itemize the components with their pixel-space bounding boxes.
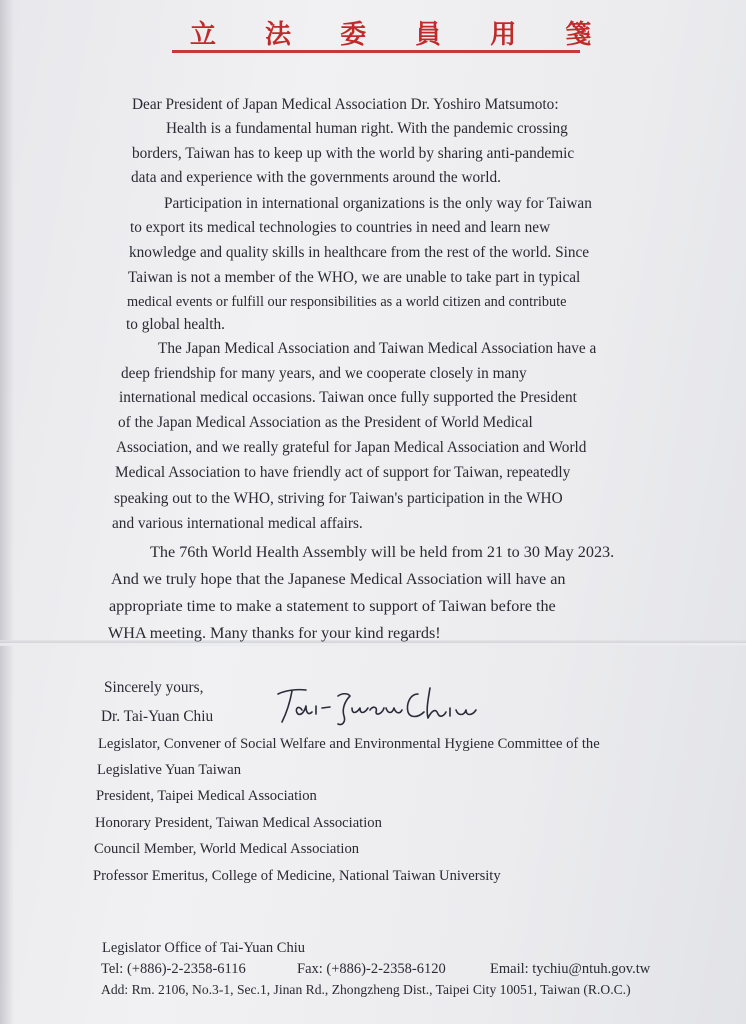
title-line-4: Honorary President, Taiwan Medical Association [95, 815, 382, 831]
paragraph-4-line-3: appropriate time to make a statement to support of Taiwan before the [109, 597, 556, 615]
letterhead-rule [172, 50, 580, 53]
paragraph-2-line-4: Taiwan is not a member of the WHO, we are unable to take part in typical [128, 269, 581, 286]
paragraph-3-line-8: and various international medical affairs. [112, 515, 363, 532]
title-line-2: Legislative Yuan Taiwan [97, 762, 242, 778]
footer-tel: Tel: (+886)-2-2358-6116 [101, 961, 246, 977]
handwritten-signature [272, 680, 487, 730]
paragraph-2-line-2: to export its medical technologies to countries in need and learn new [130, 219, 551, 236]
title-line-3: President, Taipei Medical Association [96, 788, 317, 804]
title-line-6: Professor Emeritus, College of Medicine, National Taiwan University [93, 868, 501, 884]
paragraph-3-line-3: international medical occasions. Taiwan once fully supported the President [119, 389, 577, 406]
footer-fax: Fax: (+886)-2-2358-6120 [297, 961, 446, 977]
title-line-5: Council Member, World Medical Association [94, 841, 360, 857]
paragraph-1-line-3: data and experience with the governments around the world. [131, 169, 501, 186]
paragraph-3-line-6: Medical Association to have friendly act of support for Taiwan, repeatedly [115, 464, 571, 481]
paragraph-1-line-1: Health is a fundamental human right. With the pandemic crossing [166, 120, 568, 137]
title-line-1: Legislator, Convener of Social Welfare and Environmental Hygiene Committee of the [98, 736, 600, 752]
footer-address: Add: Rm. 2106, No.3-1, Sec.1, Jinan Rd., Zhongzheng Dist., Taipei City 10051, Taiwan (R.O.C.) [101, 982, 631, 997]
valediction: Sincerely yours, [104, 679, 204, 696]
paragraph-3-line-1: The Japan Medical Association and Taiwan Medical Association have a [158, 340, 597, 357]
paragraph-3-line-4: of the Japan Medical Association as the President of World Medical [118, 414, 533, 431]
signature-text: Tai-Yuan Chiu [272, 680, 278, 681]
letterhead-title: 立 法 委 員 用 箋 [190, 20, 612, 50]
paragraph-3-line-5: Association, and we really grateful for Japan Medical Association and World [116, 439, 587, 456]
paragraph-2-line-3: knowledge and quality skills in healthcare from the rest of the world. Since [129, 244, 590, 261]
paragraph-3-line-2: deep friendship for many years, and we cooperate closely in many [121, 365, 527, 382]
paper-shadow-edge [0, 0, 14, 1024]
footer-office: Legislator Office of Tai-Yuan Chiu [102, 940, 306, 956]
paragraph-1-line-2: borders, Taiwan has to keep up with the world by sharing anti-pandemic [132, 145, 575, 162]
paragraph-2-line-6: to global health. [126, 316, 225, 333]
paragraph-2-line-1: Participation in international organizations is the only way for Taiwan [164, 195, 592, 212]
paragraph-4-line-2: And we truly hope that the Japanese Medical Association will have an [111, 570, 566, 588]
paragraph-4-line-4: WHA meeting. Many thanks for your kind regards! [108, 624, 441, 642]
footer-email: Email: tychiu@ntuh.gov.tw [490, 961, 651, 977]
signer-name: Dr. Tai-Yuan Chiu [101, 708, 214, 725]
paragraph-4-line-1: The 76th World Health Assembly will be held from 21 to 30 May 2023. [150, 543, 615, 561]
paragraph-2-line-5: medical events or fulfill our responsibilities as a world citizen and contribute [127, 294, 567, 310]
paragraph-3-line-7: speaking out to the WHO, striving for Taiwan's participation in the WHO [114, 490, 563, 507]
salutation: Dear President of Japan Medical Association Dr. Yoshiro Matsumoto: [132, 96, 559, 113]
